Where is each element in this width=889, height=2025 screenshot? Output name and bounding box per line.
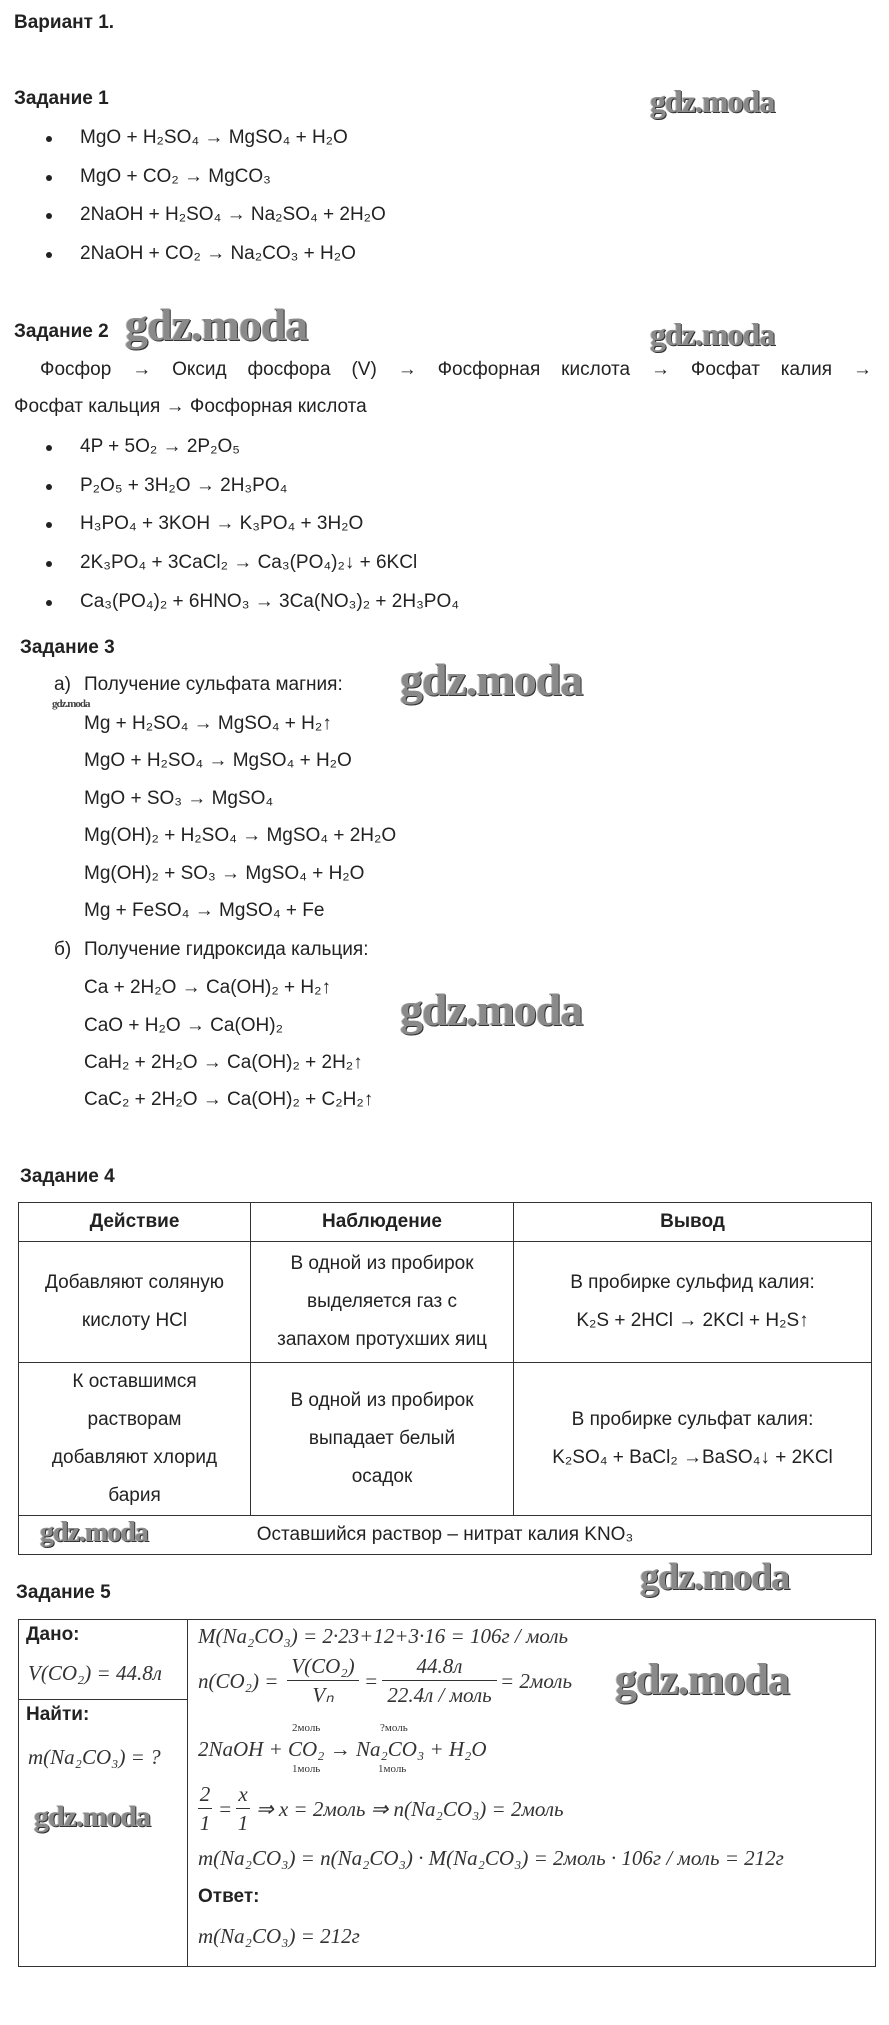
bullet [46,445,52,451]
bullet [46,175,52,181]
list-item: MgO + H₂SO₄ → MgSO₄ + H₂O [80,127,348,148]
fraction: x 1 [237,1782,249,1835]
watermark-logo: gdz.moda [650,316,775,352]
column-header: Вывод [514,1203,872,1242]
part-a-title: Получение сульфата магния: [84,674,343,695]
equation: CaH₂ + 2H₂O → Ca(OH)₂ + 2H₂↑ [84,1052,363,1073]
fraction: 2 1 [199,1782,211,1835]
part-a-label: а) [54,674,71,695]
divider [18,1699,187,1700]
watermark-logo: gdz.moda [125,299,308,350]
equation: CaC₂ + 2H₂O → Ca(OH)₂ + C₂H₂↑ [84,1089,374,1110]
list-item: 2NaOH + H₂SO₄ → Na₂SO₄ + 2H₂O [80,204,386,225]
watermark-logo: gdz.moda [400,984,583,1035]
bullet [46,213,52,219]
bullet [46,252,52,258]
list-item: P₂O₅ + 3H₂O → 2H₃PO₄ [80,475,288,496]
bullet [46,136,52,142]
observation-cell: В одной из пробирок выпадает белый осадок [251,1363,514,1516]
list-item: MgO + CO₂ → MgCO₃ [80,166,271,187]
answer-label: Ответ: [198,1886,260,1907]
experiment-table [18,1202,872,1555]
equals: = [364,1669,379,1693]
chain-line-1: Фосфор → Оксид фосфора (V) → Фосфорная кислота → Фосфат калия → [40,359,872,380]
page-title: Вариант 1. [14,12,115,33]
watermark-logo: gdz.moda [40,1517,148,1548]
task4-heading: Задание 4 [20,1166,115,1187]
watermark-logo: gdz.moda [650,83,775,119]
list-item: 2K₃PO₄ + 3CaCl₂ → Ca₃(PO₄)₂↓ + 6KCl [80,552,418,573]
annotation: ?моль [380,1722,408,1734]
footer-cell: Оставшийся раствор – нитрат калия KNO₃ [19,1516,872,1555]
equation: MgO + SO₃ → MgSO₄ [84,788,274,809]
part-b-label: б) [54,939,72,960]
divider [187,1619,188,1967]
part-b-title: Получение гидроксида кальция: [84,939,369,960]
molar-mass-formula: M(Na₂CO₃) = 2·23+12+3·16 = 106г / моль [198,1624,569,1648]
list-item: H₃PO₄ + 3KOH → K₃PO₄ + 3H₂O [80,513,364,534]
action-cell: Добавляют соляную кислоту HCl [19,1242,251,1363]
list-item: 4P + 5O₂ → 2P₂O₅ [80,436,240,457]
task3-heading: Задание 3 [20,637,115,658]
table-row [19,1363,872,1516]
equation: Ca + 2H₂O → Ca(OH)₂ + H₂↑ [84,977,332,998]
equation: MgO + H₂SO₄ → MgSO₄ + H₂O [84,750,352,771]
watermark-logo: gdz.moda [400,654,583,705]
column-header: Действие [19,1203,251,1242]
bullet [46,600,52,606]
annotation: 1моль [292,1763,321,1775]
watermark-logo: gdz.moda [615,1655,790,1704]
equation: Mg + H₂SO₄ → MgSO₄ + H₂↑ [84,713,332,734]
list-item: 2NaOH + CO₂ → Na₂CO₃ + H₂O [80,243,356,264]
find-label: Найти: [26,1704,90,1725]
fraction: 44.8л 22.4л / моль [382,1654,497,1707]
conclusion-cell: В пробирке сульфид калия: K₂S + 2HCl → 2KCl + H₂S↑ [514,1242,872,1363]
observation-cell: В одной из пробирок выделяется газ с запахом протухших яиц [251,1242,514,1363]
equals: = [218,1797,233,1821]
action-cell: К оставшимся растворам добавляют хлорид бария [19,1363,251,1516]
annotation: 2моль [292,1722,321,1734]
reaction-equation: 2NaOH + CO₂ → Na₂CO₃ + H₂O [198,1737,487,1761]
answer-value: m(Na₂CO₃) = 212г [198,1924,360,1948]
bullet [46,522,52,528]
task5-heading: Задание 5 [16,1582,111,1603]
moles-lhs: n(CO₂) = [198,1669,279,1693]
mass-calculation: m(Na₂CO₃) = n(Na₂CO₃) · M(Na₂CO₃) = 2моль · 106г / моль = 212г [198,1846,784,1870]
find-value: m(Na₂CO₃) = ? [28,1745,161,1769]
bullet [46,561,52,567]
fraction: V(CO₂) Vₙ [287,1654,359,1707]
watermark-logo: gdz.moda [34,1800,151,1833]
equation: Mg(OH)₂ + SO₃ → MgSO₄ + H₂O [84,863,365,884]
given-value: V(CO₂) = 44.8л [28,1661,162,1685]
task2-heading: Задание 2 [14,321,109,342]
equation: Mg(OH)₂ + H₂SO₄ → MgSO₄ + 2H₂O [84,825,397,846]
moles-result: = 2моль [500,1669,573,1693]
proportion-result: ⇒ x = 2моль ⇒ n(Na₂CO₃) = 2моль [256,1797,564,1821]
watermark-logo-small: gdz.moda [52,698,90,710]
column-header: Наблюдение [251,1203,514,1242]
list-item: Ca₃(PO₄)₂ + 6HNO₃ → 3Ca(NO₃)₂ + 2H₃PO₄ [80,591,460,612]
conclusion-cell: В пробирке сульфат калия: K₂SO₄ + BaCl₂ →BaSO₄↓ + 2KCl [514,1363,872,1516]
chain-line-2: Фосфат кальция → Фосфорная кислота [14,396,367,417]
annotation: 1моль [378,1763,407,1775]
equation: CaO + H₂O → Ca(OH)₂ [84,1015,283,1036]
bullet [46,484,52,490]
equation: Mg + FeSO₄ → MgSO₄ + Fe [84,900,325,921]
given-label: Дано: [26,1624,80,1645]
watermark-logo: gdz.moda [640,1556,790,1598]
table-row [19,1242,872,1363]
task1-heading: Задание 1 [14,88,109,109]
